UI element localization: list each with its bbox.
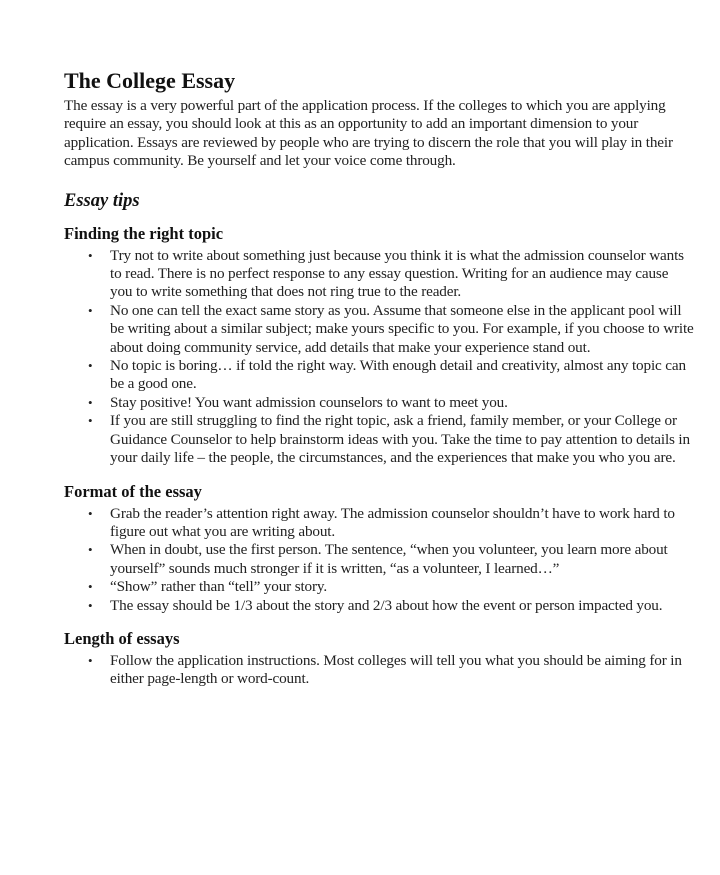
- intro-paragraph: The essay is a very powerful part of the application process. If the colleges to which you are applying require an essay, you should look at this as an opportunity to add an important dimension to your application. Essays are reviewed by people who are trying to discern the role that you will play in their campus community. Be yourself and let your voice come through.: [64, 97, 673, 170]
- list-item-text: “Show” rather than “tell” your story.: [110, 578, 327, 596]
- list-item: [64, 652, 694, 689]
- bullet-icon: •: [88, 247, 93, 263]
- list-item-text: Grab the reader’s attention right away. The admission counselor shouldn’t have to work hard to figure out what you are writing about.: [110, 504, 675, 540]
- list-item: [64, 357, 694, 394]
- bullet-icon: •: [88, 652, 93, 668]
- subsection-title-finding-topic: Finding the right topic: [64, 223, 224, 243]
- list-item: [64, 597, 694, 615]
- list-item-text: Follow the application instructions. Most colleges will tell you what you should be aiming for in either page-length or word-count.: [110, 651, 682, 688]
- list-item-text: When in doubt, use the first person. The sentence, “when you volunteer, you learn more about yourself” sounds much stronger if it is written, “as a volunteer, I learned…”: [110, 541, 668, 577]
- tips-list-format: [64, 505, 694, 615]
- bullet-icon: •: [88, 542, 93, 558]
- subsection-title-format: Format of the essay: [64, 481, 202, 501]
- tips-list-length: [64, 652, 694, 689]
- list-item: [64, 541, 694, 578]
- bullet-icon: •: [88, 302, 93, 318]
- list-item: [64, 578, 694, 596]
- list-item-text: If you are still struggling to find the right topic, ask a friend, family member, or your College or Guidance Counselor to help brainstorm ideas with you. Take the time to pay attention to details in your daily life – the people, the circumstances, and the experiences that make you who you are.: [110, 412, 690, 467]
- list-item: [64, 505, 694, 542]
- list-item-text: The essay should be 1/3 about the story and 2/3 about how the event or person impacted you.: [110, 596, 663, 614]
- bullet-icon: •: [88, 358, 93, 374]
- bullet-icon: •: [88, 505, 93, 521]
- bullet-icon: •: [88, 394, 93, 410]
- document-title: The College Essay: [64, 68, 236, 93]
- list-item: [64, 412, 694, 467]
- list-item-text: Try not to write about something just because you think it is what the admission counselor wants to read. There is no perfect response to any essay question. Writing for an audience may cause you to write something that does not ring true to the reader.: [110, 246, 684, 301]
- section-title-essay-tips: Essay tips: [64, 190, 140, 211]
- subsection-title-length: Length of essays: [64, 628, 180, 648]
- list-item-text: Stay positive! You want admission counselors to want to meet you.: [110, 393, 508, 411]
- list-item: [64, 247, 694, 302]
- list-item: [64, 302, 694, 357]
- bullet-icon: •: [88, 579, 93, 595]
- tips-list-finding-topic: [64, 247, 694, 468]
- list-item-text: No topic is boring… if told the right way. With enough detail and creativity, almost any topic can be a good one.: [110, 357, 686, 393]
- list-item: [64, 394, 694, 412]
- bullet-icon: •: [88, 597, 93, 613]
- list-item-text: No one can tell the exact same story as you. Assume that someone else in the applicant pool will be writing about a similar subject; make yours specific to you. For example, if you choose to write about doing community service, add details that make your experience stand out.: [110, 301, 694, 356]
- bullet-icon: •: [88, 413, 93, 429]
- document-page: [64, 68, 694, 689]
